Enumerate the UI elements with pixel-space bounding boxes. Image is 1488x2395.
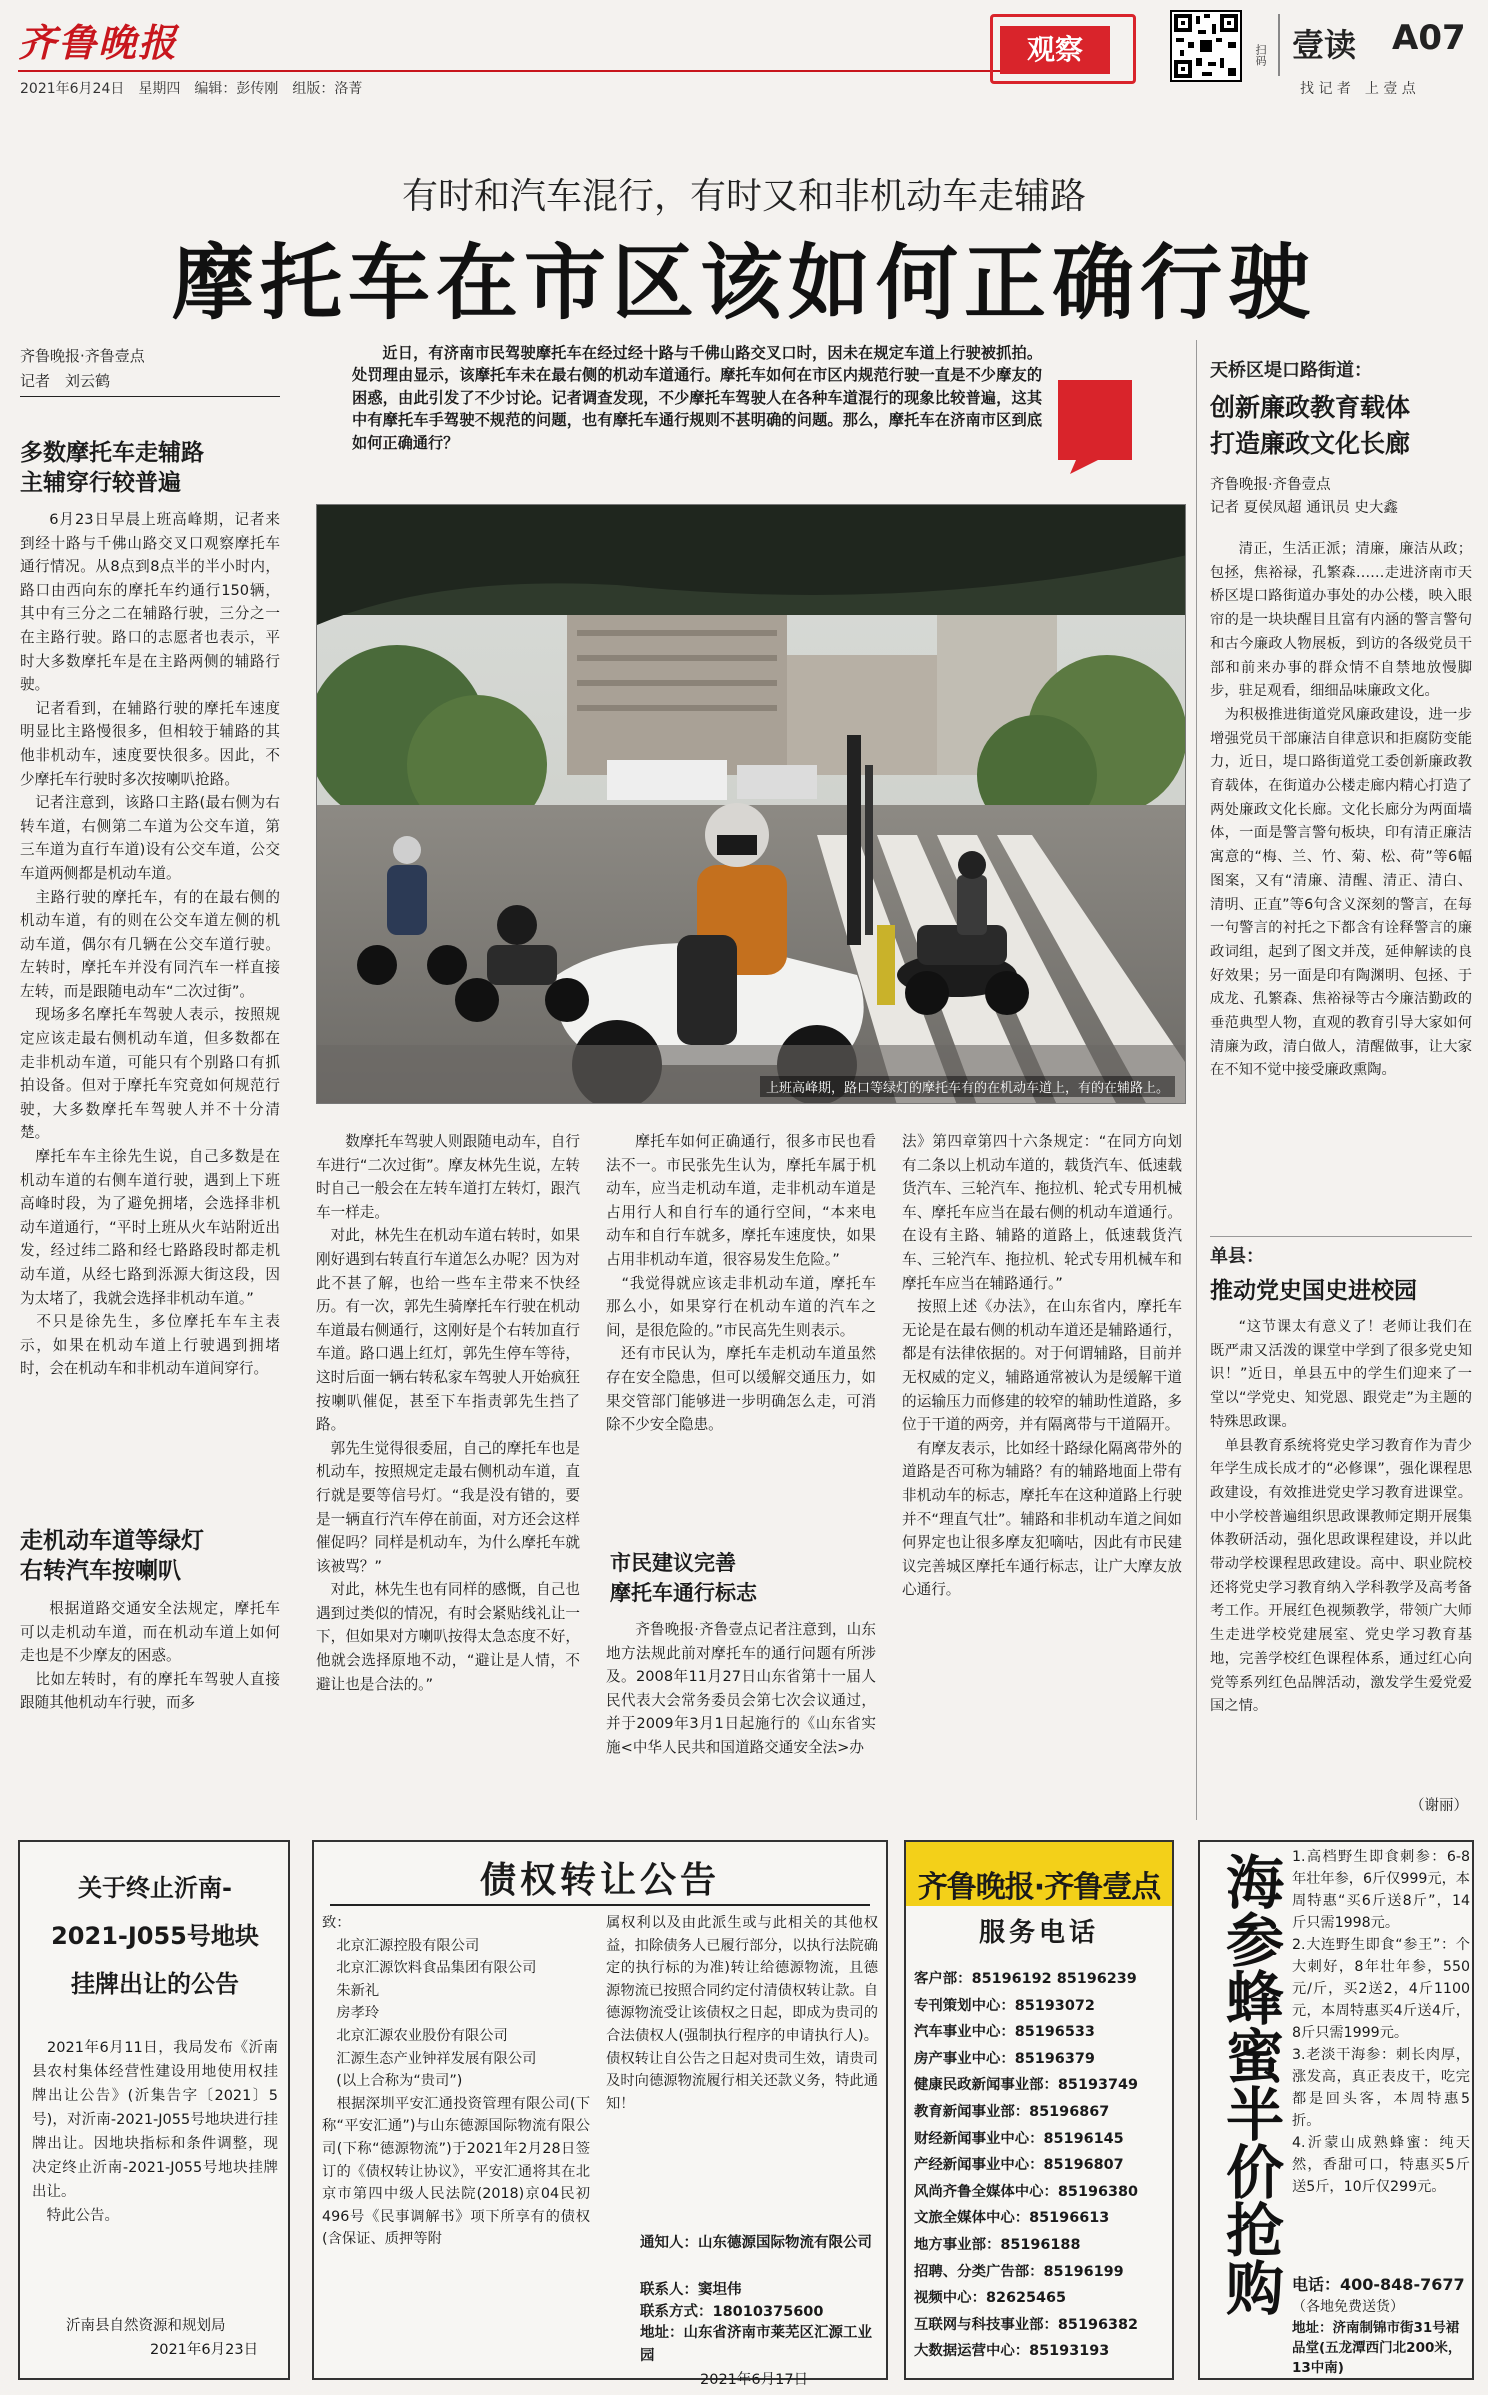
issue-meta: 2021年6月24日 星期四 编辑：彭传刚 组版：洛菁 — [20, 81, 363, 97]
service-phone-number[interactable]: 85196145 — [1043, 2130, 1124, 2147]
service-department: 视频中心： — [914, 2290, 986, 2307]
lead-paragraph: 近日，有济南市民驾驶摩托车在经过经十路与千佛山路交叉口时，因未在规定车道上行驶被抓拍。处罚理由显示，该摩托车未在最右侧的机动车道通行。摩托车如何在市区内规范行驶一直是不少摩友的困惑，由此引发了不少讨论。记者调查发现，不少摩托车驾驶人在各种车道混行的现象比较普遍，这其中有摩托车手驾驶不规范的问题，也有摩托车通行规则不甚明确的问题。那么，摩托车在济南市区到底如何正确通行？ — [352, 344, 1042, 452]
service-department: 房产事业中心： — [914, 2050, 1015, 2067]
land-notice-title: 关于终止沂南- 2021-J055号地块 挂牌出让的公告 — [51, 1874, 259, 1998]
side-story-1-title: 创新廉政教育载体 打造廉政文化长廊 — [1210, 393, 1411, 458]
side-story-2-author: （谢丽） — [1410, 1798, 1468, 1814]
section-tab[interactable]: 观察 — [1000, 26, 1110, 74]
service-department: 文旅全媒体中心： — [914, 2210, 1030, 2227]
debt-notice-title-rule — [330, 1904, 870, 1906]
column-1-text-b: 根据道路交通安全法规定，摩托车可以走机动车道，而在机动车道上如何走也是不少摩友的困惑。 比如左转时，有的摩托车驾驶人直接跟随其他机动车行驶，而多 — [20, 1600, 280, 1712]
lead-quote-decoration — [1058, 380, 1132, 474]
side-story-1-text: 清正，生活正派；清廉，廉洁从政；包拯，焦裕禄，孔繁森……走进济南市天桥区堤口路街道办事处的办公楼，映入眼帘的是一块块醒目且富有内涵的警言警句和古今廉政人物展板，到访的各级党员干部和前来办事的群众情不自禁地放慢脚步，驻足观看，细细品味廉政文化。 为积极推进街道党风廉政建设，进一步增强党员干部廉洁自律意识和拒腐防变能力，近日，堤口路街道党工委创新廉政教育载体，在街道办公楼走廊内精心打造了两处廉政文化长廊。文化长廊分为两面墙体，一面是警言警句板块，印有清正廉洁寓意的“梅、兰、竹、菊、松、荷”等6幅图案，又有“清廉、清醒、清正、清白、清明、正直”等6句含义深刻的警言，在每一句警言的衬托之下都含有诠释警言的廉政词组，起到了图文并茂，延伸解读的良好效果；另一面是印有陶渊明、包拯、于成龙、孔繁森、焦裕禄等古今廉洁勤政的垂范典型人物，直观的教育引导大家如何清廉为政，清白做人，清醒做事，让大家在不知不觉中接受廉政熏陶。 — [1210, 541, 1472, 1079]
service-phone-row — [914, 1993, 1168, 2020]
column-3-text-b: 齐鲁晚报·齐鲁壹点记者注意到，山东地方法规此前对摩托车的通行问题有所涉及。2008年11月27日山东省第十一届人民代表大会常务委员会第七次会议通过，并于2009年3月1日起施行的《山东省实施<中华人民共和国道路交通安全法>办 — [606, 1621, 876, 1756]
seafood-ad-title: 海参蜂蜜半价抢购 — [1216, 1852, 1284, 2316]
debt-notice-title: 债权转让公告 — [479, 1860, 720, 1901]
service-phone-row — [914, 2152, 1168, 2179]
debt-notice-phone: 联系方式：18010375600 — [640, 2304, 824, 2320]
service-department: 地方事业部： — [914, 2236, 1001, 2253]
service-phone-number[interactable]: 85196379 — [1014, 2050, 1095, 2067]
subheading-3: 市民建议完善 摩托车通行标志 — [610, 1551, 757, 1605]
debt-notice-contact: 联系人：窦坦伟 — [640, 2282, 742, 2298]
service-department: 客户部： — [914, 1971, 972, 1987]
street-photo-illustration — [317, 505, 1186, 1104]
photo-caption: 上班高峰期，路口等绿灯的摩托车有的在机动车道上，有的在辅路上。 — [760, 1076, 1175, 1097]
service-phone-row — [914, 2179, 1168, 2206]
side-story-1-kicker: 天桥区堤口路街道： — [1210, 360, 1372, 381]
service-phone-row — [914, 2259, 1168, 2286]
side-story-2-text: “这节课太有意义了！老师让我们在既严肃又活泼的课堂中学到了很多党史知识！”近日，单县五中的学生们迎来了一堂以“学党史、知党恩、跟党走”为主题的特殊思政课。 单县教育系统将党史学习教育作为青少年学生成长成才的“必修课”，强化课程思政建设，有效推进党史学习教育进课堂。中小学校普遍组织思政课教师定期开展集体教研活动，强化思政课程建设，并以此带动学校课程思政建设。高中、职业院校还将党史学习教育纳入学科教学及高考备考工作。开展红色视频教学，带领广大师生走进学校党建展室、党史学习教育基地，完善学校红色课程体系，通过红心向党等系列红色品牌活动，激发学生爱党爱国之情。 — [1210, 1319, 1472, 1715]
seafood-ad-shipping: （各地免费送货） — [1292, 2299, 1404, 2315]
service-phone-number[interactable]: 85196867 — [1029, 2103, 1110, 2120]
service-department: 风尚齐鲁全媒体中心： — [914, 2183, 1058, 2200]
masthead-divider — [1278, 14, 1280, 76]
byline-rule — [20, 396, 280, 397]
service-phone-row — [914, 2072, 1168, 2099]
service-title: 齐鲁晚报·齐鲁壹点 — [917, 1870, 1161, 1905]
service-department: 产经新闻事业中心： — [914, 2157, 1044, 2174]
service-phone-row — [914, 2338, 1168, 2365]
service-department: 互联网与科技事业部： — [914, 2316, 1058, 2333]
side-story-2-title: 推动党史国史进校园 — [1210, 1278, 1417, 1304]
service-phone-number[interactable]: 85196533 — [1014, 2024, 1095, 2041]
service-phone-number[interactable]: 85196192 85196239 — [971, 1971, 1137, 1987]
service-phone-row — [914, 1966, 1168, 1993]
seafood-ad-phone[interactable]: 电话：400-848-7677 — [1292, 2275, 1465, 2294]
debt-notice-address: 地址：山东省济南市莱芜区汇源工业园 — [640, 2325, 872, 2364]
service-phone-row — [914, 2285, 1168, 2312]
qr-code-icon — [1172, 12, 1240, 80]
service-subtitle: 服务电话 — [978, 1918, 1099, 1948]
service-phone-number[interactable]: 82625465 — [985, 2290, 1067, 2307]
service-department: 招聘、分类广告部： — [914, 2263, 1044, 2280]
sidebar-divider — [1196, 340, 1197, 1820]
service-phone-number[interactable]: 85193072 — [1014, 1997, 1095, 2014]
service-phone-row — [914, 2312, 1168, 2339]
service-phone-row — [914, 2099, 1168, 2126]
subheading-1: 多数摩托车走辅路 主辅穿行较普遍 — [20, 440, 204, 496]
slogan: 找 记 者 上 壹 点 — [1300, 81, 1416, 97]
service-department: 教育新闻事业部： — [914, 2103, 1030, 2120]
service-phone-row — [914, 2205, 1168, 2232]
subheading-2: 走机动车道等绿灯 右转汽车按喇叭 — [20, 1528, 204, 1584]
debt-notice-date: 2021年6月17日 — [700, 2372, 809, 2388]
qr-caption: 扫码 — [1254, 44, 1267, 66]
headline-kicker: 有时和汽车混行，有时又和非机动车走辅路 — [401, 176, 1086, 217]
headline-title: 摩托车在市区该如何正确行驶 — [171, 236, 1316, 331]
service-phone-number[interactable]: 85196382 — [1057, 2316, 1139, 2333]
land-notice-body: 2021年6月11日，我局发布《沂南县农村集体经营性建设用地使用权挂牌出让公告》(沂集告字〔2021〕5号)，对沂南-2021-J055号地块进行挂牌出让。因地块指标和条件调整，现决定终止沂南-2021-J055号地块挂牌出让。 特此公告。 — [32, 2040, 278, 2224]
column-3-text-a: 摩托车如何正确通行，很多市民也看法不一。市民张先生认为，摩托车属于机动车，应当走机动车道，走非机动车道是占用行人和自行车的通行空间，“本来电动车和自行车就多，摩托车速度快，如果占用非机动车道，很容易发生危险。” “我觉得就应该走非机动车道，摩托车那么小，如果穿行在机动车道的汽车之间，是很危险的。”市民高先生则表示。 还有市民认为，摩托车走机动车道虽然存在安全隐患，但可以缓解交通压力，如果交管部门能够进一步明确怎么走，可消除不少安全隐患。 — [606, 1133, 876, 1434]
service-phone-number[interactable]: 85196380 — [1057, 2183, 1139, 2200]
byline-source: 齐鲁晚报·齐鲁壹点 — [20, 347, 145, 365]
column-1-text-a: 6月23日早晨上班高峰期，记者来到经十路与千佛山路交叉口观察摩托车通行情况。从8点到8点半的半小时内，路口由西向东的摩托车约通行150辆，其中有三分之二在辅路行驶，三分之一在主路行驶。路口的志愿者也表示，平时大多数摩托车是在主路两侧的辅路行驶。 记者看到，在辅路行驶的摩托车速度明显比主路慢很多，但相较于辅路的其他非机动车，速度要快很多。因此，不少摩托车行驶时多次按喇叭抢路。 记者注意到，该路口主路(最右侧为右转车道，右侧第二车道为公交车道，第三车道为直行车道)设有公交车道，公交车道两侧都是机动车道。 主路行驶的摩托车，有的在最右侧的机动车道，有的则在公交车道左侧的机动车道，偶尔有几辆在公交车道行驶。左转时，摩托车并没有同汽车一样直接左转，而是跟随电动车“二次过街”。 现场多名摩托车驾驶人表示，按照规定应该走最右侧机动车道，但多数都在走非机动车道，可能只有个别路口有抓拍设备。但对于摩托车究竟如何规范行驶，大多数摩托车驾驶人并不十分清楚。 摩托车车主徐先生说，自己多数是在机动车道的右侧车道行驶，遇到上下班高峰时段，为了避免拥堵，会选择非机动车道通行，“平时上班从火车站附近出发，经过纬二路和经七路路段时都走机动车道，从经七路到泺源大街这段，因为太堵了，我就会选择非机动车道。” 不只是徐先生，多位摩托车车主表示，如果在机动车道上行驶遇到拥堵时，会在机动车和非机动车道间穿行。 — [20, 511, 280, 1378]
side-story-1-byline: 齐鲁晚报·齐鲁壹点 记者 夏侯凤超 通讯员 史大鑫 — [1210, 477, 1398, 516]
service-department: 大数据运营中心： — [914, 2343, 1030, 2360]
service-phone-number[interactable]: 85196613 — [1029, 2210, 1110, 2227]
service-department: 汽车事业中心： — [914, 2024, 1015, 2041]
service-phone-row — [914, 2046, 1168, 2073]
newspaper-logo: 齐鲁晚报 — [18, 20, 179, 65]
byline-reporter: 记者 刘云鹤 — [20, 372, 111, 390]
page-number: A07 — [1392, 18, 1466, 58]
service-phone-list — [914, 1966, 1168, 2365]
masthead-rule — [18, 70, 1068, 72]
service-phone-number[interactable]: 85193193 — [1029, 2343, 1110, 2360]
side-story-separator — [1210, 1236, 1472, 1237]
land-notice-signer: 沂南县自然资源和规划局 — [66, 2318, 226, 2334]
service-phone-row — [914, 2019, 1168, 2046]
debt-notice-col2: 属权利以及由此派生或与此相关的其他权益，扣除债务人已履行部分，以执行法院确定的执行标的为准)转让给德源物流，且德源物流已按照合同约定付清债权转让款。自德源物流受让该债权之日起，即成为贵司的合法债权人(强制执行程序的申请执行人)。债权转让自公告之日起对贵司生效，请贵司及时向德源物流履行相关还款义务，特此通知！ — [606, 1915, 878, 2112]
service-phone-number[interactable]: 85196199 — [1043, 2263, 1124, 2280]
service-phone-row — [914, 2126, 1168, 2153]
debt-notice-notifier: 通知人：山东德源国际物流有限公司 — [640, 2235, 872, 2251]
service-department: 专刊策划中心： — [914, 1997, 1015, 2014]
service-department: 财经新闻事业中心： — [914, 2130, 1044, 2147]
seafood-ad-items: 1.高档野生即食刺参：6-8年壮年参，6斤仅999元，本周特惠“买6斤送8斤”，14斤只需1998元。 2.大连野生即食“参王”：个大刺好，8年壮年参，550元/斤，买2送2，4斤1100元，本周特惠买4斤送4斤，8斤只需1999元。 3.老淡干海参：刺长肉厚，涨发高，真正表皮干，吃完都是回头客，本周特惠5折。 4.沂蒙山成熟蜂蜜：纯天然，香甜可口，特惠买5斤送5斤，10斤仅299元。 — [1292, 1849, 1470, 2195]
service-phone-number[interactable]: 85196188 — [1000, 2236, 1081, 2253]
service-phone-number[interactable]: 85193749 — [1057, 2077, 1139, 2094]
service-department: 健康民政新闻事业部： — [914, 2077, 1058, 2094]
service-phone-number[interactable]: 85196807 — [1043, 2157, 1124, 2174]
service-phone-row — [914, 2232, 1168, 2259]
seafood-ad-address: 地址：济南制锦市街31号裙品堂(五龙潭西门北200米，13中南) — [1292, 2320, 1462, 2376]
qr-code[interactable] — [1170, 10, 1242, 82]
column-2-text: 数摩托车驾驶人则跟随电动车，自行车进行“二次过街”。摩友林先生说，左转时自己一般会在左转车道打左转灯，跟汽车一样走。 对此，林先生在机动车道右转时，如果刚好遇到右转直行车道怎么办呢？因为对此不甚了解，也给一些车主带来不快经历。有一次，郭先生骑摩托车行驶在机动车道最右侧通行，这刚好是个右转加直行车道。路口遇上红灯，郭先生停车等待，这时后面一辆右转私家车驾驶人开始疯狂按喇叭催促，甚至下车指责郭先生挡了路。 郭先生觉得很委屈，自己的摩托车也是机动车，按照规定走最右侧机动车道，直行就是要等信号灯。“我是没有错的，要是一辆直行汽车停在前面，对方还会这样催促吗？同样是机动车，为什么摩托车就该被骂？” 对此，林先生也有同样的感慨，自己也遇到过类似的情况，有时会紧贴线礼让一下，但如果对方喇叭按得太急态度不好，他就会选择原地不动，“避让是人情，不避让也是合法的。” — [316, 1133, 580, 1693]
news-photo — [316, 504, 1186, 1104]
land-notice-date: 2021年6月23日 — [150, 2342, 259, 2358]
side-story-2-kicker: 单县： — [1210, 1246, 1264, 1267]
debt-notice-col1: 致： 北京汇源控股有限公司 北京汇源饮料食品集团有限公司 朱新礼 房孝玲 北京汇源农业股份有限公司 汇源生态产业钟祥发展有限公司 (以上合称为“贵司”) 根据深圳平安汇通投资管理有限公司(下称“平安汇通”)与山东德源国际物流有限公司(下称“德源物流”)于2021年2月28日签订的《债权转让协议》，平安汇通将其在北京市第四中级人民法院(2018)京04民初496号《民事调解书》项下所享有的债权(含保证、质押等附 — [322, 1915, 590, 2248]
page-section-name: 壹读 — [1292, 26, 1357, 64]
column-4-text: 法》第四章第四十六条规定：“在同方向划有二条以上机动车道的，载货汽车、低速载货汽车、三轮汽车、拖拉机、轮式专用机械车、摩托车应当在最右侧的机动车道通行。在设有主路、辅路的道路上，低速载货汽车、三轮汽车、拖拉机、轮式专用机械车和摩托车应当在辅路通行。” 按照上述《办法》，在山东省内，摩托车无论是在最右侧的机动车道还是辅路通行，都是有法律依据的。对于何谓辅路，目前并无权威的定义，辅路通常被认为是缓解干道的运输压力而修建的较窄的辅助性道路，多位于干道的两旁，并有隔离带与干道隔开。 有摩友表示，比如经十路绿化隔离带外的道路是否可称为辅路？有的辅路地面上带有非机动车的标志，摩托车在这种道路上行驶并不“理直气壮”。辅路和非机动车道之间如何界定也让很多摩友犯嘀咕，因此有市民建议完善城区摩托车通行标志，让广大摩友放心通行。 — [902, 1133, 1182, 1599]
